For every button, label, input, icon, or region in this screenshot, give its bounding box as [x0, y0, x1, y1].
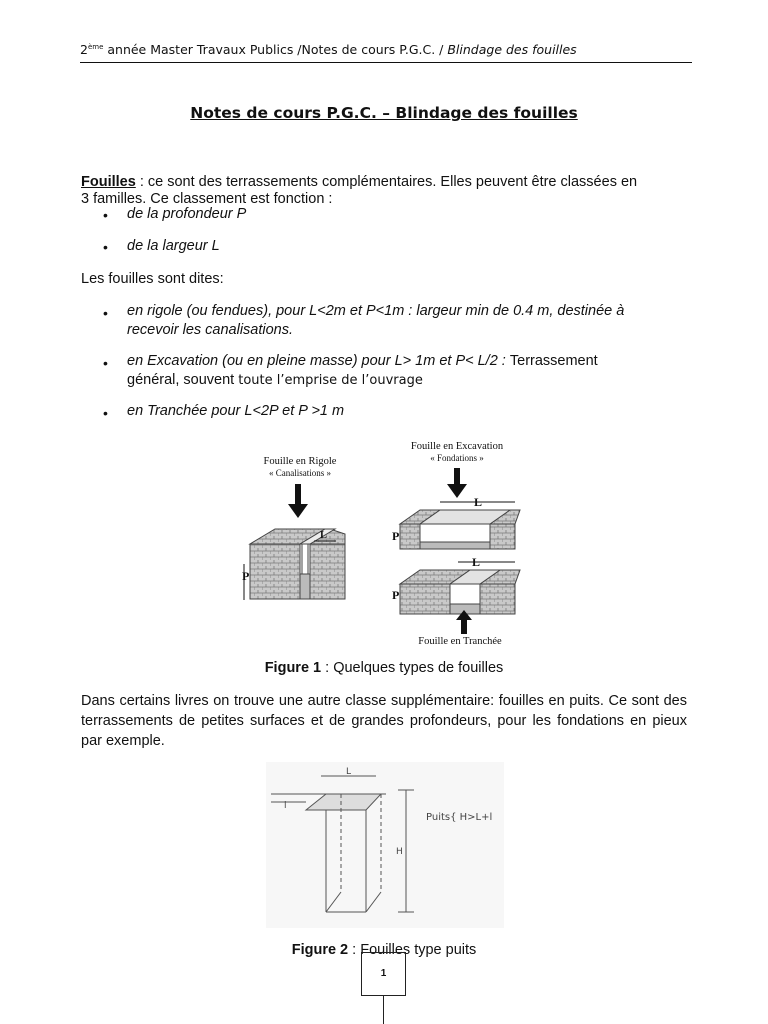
rigole-title: Fouille en Rigole [263, 456, 337, 467]
type-excavation-normal-2: général, souvent [127, 372, 239, 388]
intro-paragraph [81, 174, 687, 208]
type-rigole [127, 302, 687, 340]
excavation-label-P: P [392, 529, 400, 543]
sketch-label-H: H [396, 847, 403, 857]
rigole-subtitle: « Canalisations » [269, 468, 331, 478]
criterion-width: de la largeur L [127, 238, 220, 254]
intro-term: Fouilles [81, 174, 136, 190]
rigole-label-P: P [242, 569, 250, 583]
page-number: 1 [380, 968, 387, 979]
page-number-stem [383, 996, 384, 1024]
figure-2-caption-text: : Fouilles type puits [348, 942, 477, 958]
type-rigole-line-1: en rigole (ou fendues), pour L<2m et P<1m : largeur min de 0.4 m, destinée à [127, 303, 625, 319]
header-italic: Blindage des fouilles [447, 42, 577, 57]
header-rule [80, 62, 692, 63]
header-superscript: ème [87, 42, 104, 51]
rigole-block [250, 529, 345, 599]
sketch-formula: Puits{ H>L+l [426, 812, 493, 823]
figure-1-caption-label: Figure 1 [264, 660, 322, 676]
type-excavation-normal-1: Terrassement [509, 353, 598, 369]
bullet: • [103, 207, 108, 223]
excavation-block [400, 510, 520, 549]
excavation-arrow [447, 468, 467, 498]
header-main: année Master Travaux Publics /Notes de cours P.G.C. / [103, 42, 448, 57]
header-prefix: 2 [80, 42, 88, 57]
intro-text-1: : ce sont des terrassements complémentaires. Elles peuvent être classées en [135, 174, 638, 190]
excavation-label-L: L [474, 495, 483, 509]
type-tranchee: en Tranchée pour L<2P et P >1 m [127, 403, 345, 419]
type-rigole-line-2: recevoir les canalisations. [127, 322, 294, 338]
figure-1-caption [0, 660, 768, 676]
bullet: • [103, 239, 108, 255]
running-header [80, 42, 692, 57]
rigole-arrow [288, 484, 308, 518]
figure-1-illustration [230, 434, 540, 649]
type-excavation-normal-3: toute l’emprise de l’ouvrage [238, 373, 423, 388]
document-title: Notes de cours P.G.C. – Blindage des fouilles [190, 104, 578, 122]
sketch-label-L: L [346, 767, 352, 777]
figure-2-sketch [266, 762, 504, 928]
criterion-depth: de la profondeur P [127, 206, 247, 222]
tranchee-label-P: P [392, 588, 400, 602]
tranchee-title: Fouille en Tranchée [418, 636, 502, 647]
rigole-label-L: L [320, 530, 328, 541]
types-intro: Les fouilles sont dites: [81, 271, 224, 287]
figure-1-caption-text: : Quelques types de fouilles [321, 660, 504, 676]
sketch-label-l: l [284, 801, 287, 811]
tranchee-block [400, 570, 520, 614]
bullet: • [103, 405, 108, 421]
puits-paragraph: Dans certains livres on trouve une autre classe supplémentaire: fouilles en puits. Ce sont des terrassements de petites surfaces et de grandes profondeurs, pour les fondations en pieux par exemple. [81, 693, 687, 749]
bullet: • [103, 355, 108, 371]
excavation-title: Fouille en Excavation [410, 441, 504, 452]
type-excavation-italic: en Excavation (ou en pleine masse) pour L> 1m et P< L/2 : [127, 353, 510, 369]
figure-2-caption-label: Figure 2 [291, 942, 349, 958]
type-excavation [127, 352, 687, 390]
excavation-subtitle: « Fondations » [430, 453, 484, 463]
intro-text-2: 3 familles. Ce classement est fonction : [81, 191, 333, 207]
tranchee-label-L: L [472, 555, 481, 569]
bullet: • [103, 305, 108, 321]
